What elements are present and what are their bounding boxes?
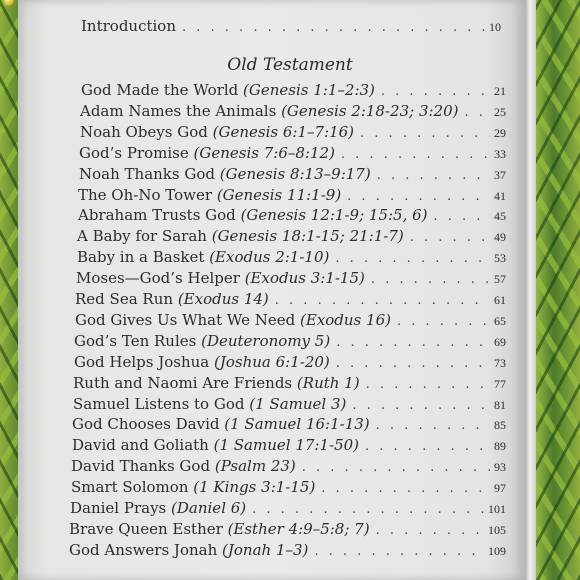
- scripture-reference: (Genesis 7:6–8:12): [193, 143, 335, 162]
- toc-entry: [81, 81, 506, 99]
- toc-entry-page: 69: [494, 334, 506, 349]
- story-title: David and Goliath: [72, 436, 209, 455]
- toc-entry: [69, 520, 506, 538]
- toc-entry-title: [80, 102, 459, 120]
- toc-entry-page: 109: [488, 543, 506, 558]
- toc-entry-title: [78, 206, 428, 224]
- toc-entry: [80, 123, 506, 141]
- scripture-reference: (1 Samuel 16:1-13): [224, 415, 370, 434]
- toc-entry-title: [75, 311, 391, 329]
- leader-dots: [377, 168, 490, 183]
- leader-dots: [352, 398, 490, 413]
- leader-dots: [376, 418, 490, 433]
- scripture-reference: (Genesis 11:1-9): [216, 185, 342, 204]
- scripture-reference: (Exodus 16): [300, 310, 391, 329]
- scripture-reference: (Genesis 1:1–2:3): [243, 81, 375, 99]
- scripture-reference: (Psalm 23): [214, 457, 296, 476]
- story-title: Abraham Trusts God: [78, 206, 236, 225]
- leader-dots: [347, 189, 490, 204]
- leader-dots: [371, 272, 490, 287]
- toc-entry-page: 65: [494, 313, 506, 328]
- toc-entry-page: 25: [494, 104, 506, 119]
- toc-entry-title: [79, 165, 371, 183]
- story-title: God’s Ten Rules: [74, 331, 197, 350]
- toc-entry-title: [79, 144, 335, 162]
- toc-entry: [72, 415, 506, 433]
- toc-entry: [75, 290, 506, 308]
- toc-entry-page: 81: [494, 397, 506, 412]
- toc-entry: [78, 206, 506, 224]
- toc-entry-page: 37: [494, 167, 506, 182]
- story-title: God Gives Us What We Need: [75, 310, 296, 329]
- toc-entry-title: [73, 374, 360, 392]
- toc-entry-page: 85: [494, 418, 506, 433]
- toc-entry-title: Introduction: [81, 17, 176, 35]
- leader-dots: [410, 230, 490, 245]
- toc-entry: [79, 144, 506, 162]
- toc-entry: [76, 269, 506, 287]
- leader-dots: [366, 377, 490, 392]
- toc-entry-page: 41: [494, 188, 506, 203]
- toc-entry-title: [72, 436, 359, 454]
- toc-entry: [69, 541, 506, 559]
- scripture-reference: (Exodus 14): [177, 290, 269, 308]
- scripture-reference: (Deuteronomy 5): [201, 331, 331, 350]
- toc-entry-title: [69, 520, 370, 538]
- toc-entry-title: [76, 269, 365, 287]
- story-title: Adam Names the Animals: [80, 101, 277, 120]
- toc-entry-page: 21: [494, 84, 506, 98]
- toc-entry-page: 77: [494, 376, 506, 391]
- toc-entry-title: [70, 499, 246, 517]
- toc-entry: [71, 457, 506, 475]
- scripture-reference: (Exodus 3:1-15): [244, 269, 365, 288]
- story-title: Brave Queen Esther: [69, 519, 223, 538]
- toc-entry: [77, 248, 506, 266]
- story-title: A Baby for Sarah: [77, 227, 207, 246]
- toc-entry-title: [77, 248, 329, 266]
- story-title: God Helps Joshua: [74, 352, 210, 371]
- toc-entry-page: 33: [494, 146, 506, 161]
- story-title: Samuel Listens to God: [73, 394, 245, 413]
- story-title: Noah Thanks God: [79, 164, 215, 183]
- story-title: God Answers Jonah: [69, 540, 218, 559]
- story-title: Baby in a Basket: [77, 248, 205, 267]
- story-title: God’s Promise: [79, 143, 189, 162]
- toc-entry-title: [69, 541, 308, 559]
- toc-entry-page: 97: [494, 481, 506, 496]
- leader-dots: [336, 335, 490, 350]
- story-title: Smart Solomon: [71, 478, 189, 497]
- story-title: God Chooses David: [72, 415, 220, 434]
- story-title: Red Sea Run: [75, 290, 174, 308]
- toc-entry-page: 45: [494, 209, 506, 224]
- toc-entry: [74, 353, 506, 371]
- toc-entry-page: 29: [494, 125, 506, 140]
- toc-entry-page: 61: [494, 293, 506, 307]
- toc-entry: [71, 478, 506, 496]
- toc-entry: [80, 102, 506, 120]
- toc-entry-page: 93: [494, 460, 506, 475]
- toc-entry: [73, 374, 506, 392]
- leader-dots: [434, 209, 490, 224]
- leader-dots: [335, 251, 490, 266]
- scripture-reference: (Genesis 2:18-23; 3:20): [281, 101, 459, 120]
- leader-dots: [365, 439, 490, 454]
- scripture-reference: (1 Kings 3:1-15): [193, 478, 316, 497]
- leader-dots: [381, 84, 490, 99]
- leader-dots: [321, 481, 490, 496]
- toc-entry-title: [81, 81, 375, 99]
- story-title: David Thanks God: [71, 457, 211, 476]
- toc-entry-title: [75, 290, 269, 308]
- leader-dots: [275, 293, 490, 308]
- leader-dots: [465, 105, 491, 120]
- toc-entry-introduction: [81, 17, 501, 35]
- toc-entry-page: 57: [494, 272, 506, 287]
- toc-entry-page: 49: [494, 230, 506, 245]
- story-title: Ruth and Naomi Are Friends: [73, 373, 293, 392]
- scripture-reference: (Genesis 8:13–9:17): [219, 164, 371, 183]
- leader-dots: [252, 502, 484, 517]
- story-title: Daniel Prays: [70, 499, 167, 517]
- scripture-reference: (Esther 4:9–5:8; 7): [227, 519, 370, 538]
- toc-entry-title: [77, 227, 404, 245]
- toc-entry-title: [71, 478, 315, 496]
- leader-dots: [314, 544, 484, 559]
- toc-entry-page: 89: [494, 439, 506, 454]
- leader-dots: [302, 460, 490, 475]
- toc-entry: [70, 499, 506, 517]
- story-title: Noah Obeys God: [80, 122, 208, 141]
- scripture-reference: (1 Samuel 3): [249, 394, 347, 413]
- toc-entry-page: 105: [488, 522, 506, 537]
- toc-entry-title: [71, 457, 296, 475]
- toc-entry-title: [72, 415, 370, 433]
- scripture-reference: (Joshua 6:1-20): [214, 352, 330, 371]
- leader-dots: [397, 314, 490, 329]
- scripture-reference: (Jonah 1–3): [222, 540, 309, 559]
- leader-dots: [376, 523, 484, 538]
- scripture-reference: (Exodus 2:1-10): [209, 248, 330, 267]
- scripture-reference: (Ruth 1): [296, 373, 360, 392]
- section-heading: Old Testament: [227, 55, 353, 75]
- story-title: God Made the World: [81, 81, 239, 99]
- toc-entry-page: 10: [489, 20, 501, 34]
- toc-entry-title: [80, 123, 354, 141]
- toc-entry: [73, 395, 506, 413]
- toc-entry: [79, 165, 506, 183]
- toc-entry-page: 73: [494, 355, 506, 370]
- scripture-reference: (Genesis 6:1–7:16): [212, 122, 355, 141]
- toc-entry-title: [74, 332, 330, 350]
- toc-entry-page: 101: [488, 502, 506, 516]
- toc-entry: [77, 227, 506, 245]
- toc-entry: [78, 186, 506, 204]
- scripture-reference: (Genesis 18:1-15; 21:1-7): [211, 227, 404, 246]
- toc-entry-title: [73, 395, 346, 413]
- story-title: Moses—God’s Helper: [76, 269, 240, 288]
- leader-dots: [341, 147, 490, 162]
- toc-entry-title: [78, 186, 341, 204]
- leader-dots: [182, 20, 485, 35]
- toc-entry: [72, 436, 506, 454]
- toc-entry-page: 53: [494, 251, 506, 266]
- scripture-reference: (1 Samuel 17:1-50): [213, 436, 360, 455]
- scripture-reference: (Genesis 12:1-9; 15:5, 6): [240, 206, 428, 225]
- leader-dots: [336, 356, 490, 371]
- scripture-reference: (Daniel 6): [171, 499, 247, 517]
- leader-dots: [360, 126, 490, 141]
- toc-entry: [75, 311, 506, 329]
- toc-entry-title: [74, 353, 330, 371]
- story-title: The Oh-No Tower: [78, 185, 213, 204]
- toc-entry: [74, 332, 506, 350]
